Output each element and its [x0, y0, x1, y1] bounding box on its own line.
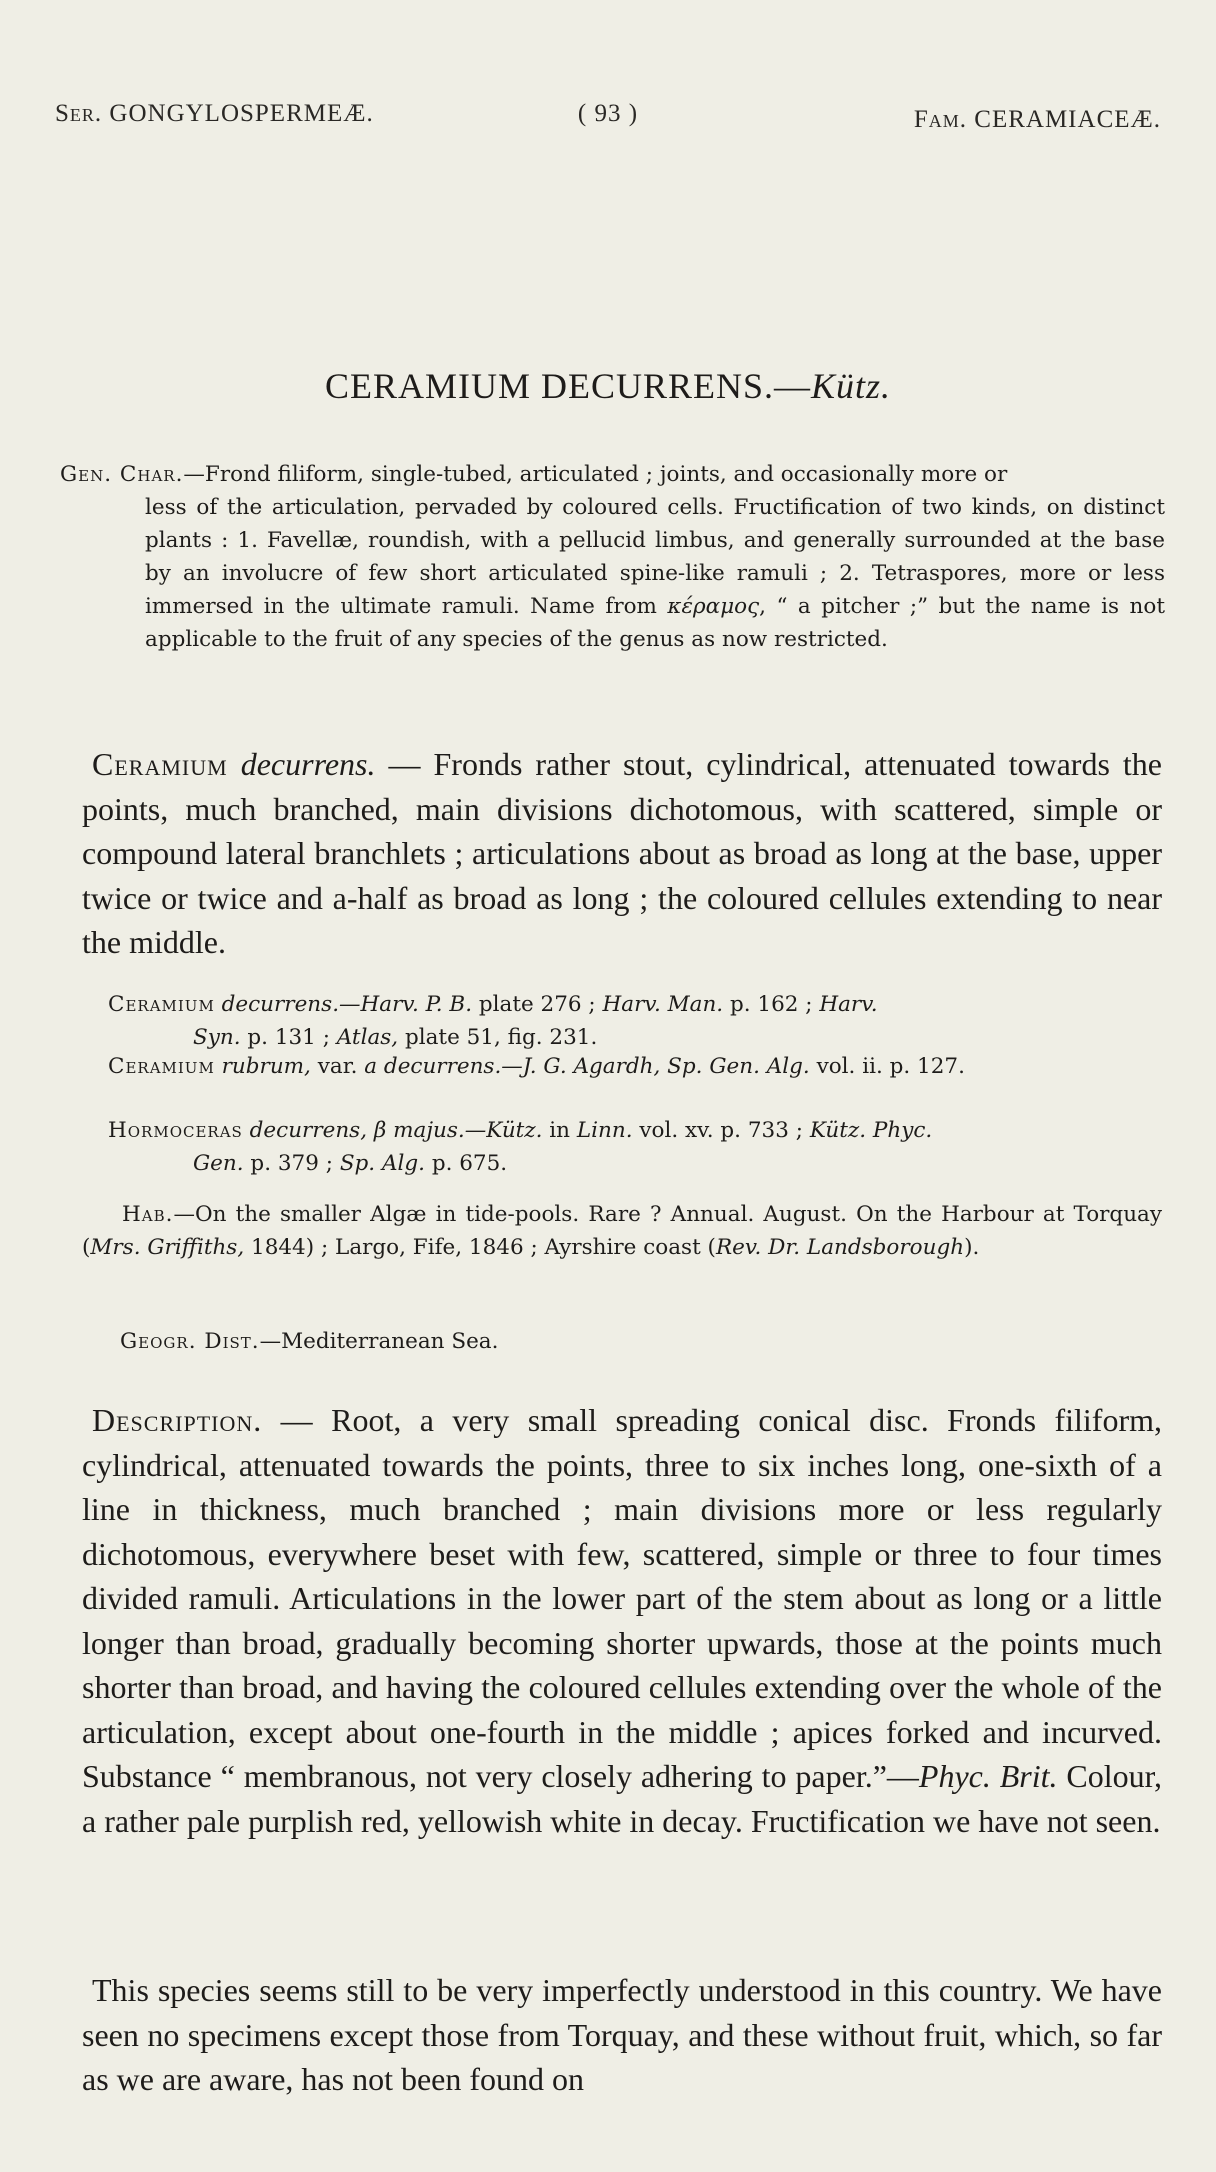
series-heading: Ser. GONGYLOSPERMEÆ. — [55, 100, 374, 127]
synonym-entry: Ceramium decurrens.—Harv. P. B. plate 276 ; Harv. Man. p. 162 ; Harv. Syn. p. 131 ; Atlas, plate 51, fig. 231. — [108, 992, 878, 1050]
synonym-citation: Sp. Alg. — [339, 1151, 425, 1176]
synonym-citation: Kütz. Phyc. — [809, 1118, 933, 1143]
synonym-citation: Syn. — [193, 1025, 241, 1050]
generic-character: Gen. Char.—Frond filiform, single-tubed, articulated ; joints, and occasionally more or less of the articulation, pervaded by coloured cells. Fructification of two kinds, on distinct plants : 1. Favellæ, roundish, with a pellucid limbus, and generally surrounded at the base by an involucre of few short articulated spine-like ramuli ; 2. Tetraspores, more or less immersed in the ultimate ramuli. Name from κέραμος, “ a pitcher ;” but the name is not applicable to the fruit of any species of the genus as now restricted. — [60, 462, 1165, 652]
generic-character-label: Gen. Char. — [60, 462, 184, 487]
synonym-citation: Harv. — [819, 992, 878, 1017]
species-description: Description. — Root, a very small spreading conical disc. Fronds filiform, cylindrical, attenuated towards the points, three to six inches long, one-sixth of a line in thickness, much branched ; main divisions more or less regularly dichotomous, everywhere beset with few, scattered, simple or three to four times divided ramuli. Articulations in the lower part of the stem about as long or a little longer than broad, gradually becoming shorter upwards, those at the points much shorter than broad, and having the coloured cellules extending over the whole of the articulation, except about one-fourth in the middle ; apices forked and incurved. Substance “ membranous, not very closely adhering to paper.”—Phyc. Brit. Colour, a rather pale purplish red, yellowish white in decay. Fructification we have not seen. — [82, 1402, 1163, 1839]
synonym-citation: var. — [310, 1054, 365, 1079]
synonym-citation: p. 131 ; — [240, 1025, 337, 1050]
family-heading: Fam. CERAMIACEÆ. — [913, 106, 1161, 133]
page-number: ( 93 ) — [577, 100, 639, 127]
synonym-citation: Atlas, — [336, 1025, 399, 1050]
running-header — [55, 100, 1161, 140]
habitat-note — [82, 1198, 1162, 1264]
synonym-citation: Gen. — [193, 1151, 244, 1176]
synonym-citation: decurrens, β majus.—Kütz. — [249, 1118, 543, 1143]
habitat-text: 1844) ; Largo, Fife, 1846 ; Ayrshire coast ( — [244, 1235, 716, 1260]
synonym-citation: Harv. Man. — [602, 992, 724, 1017]
synonym-citation: vol. ii. p. 127. — [809, 1054, 965, 1079]
synonym-citation — [215, 1054, 222, 1079]
synonym-citation: plate 51, fig. 231. — [398, 1025, 598, 1050]
synonym-citation: a decurrens.—J. G. Agardh, Sp. Gen. Alg. — [364, 1054, 810, 1079]
page-title: CERAMIUM DECURRENS.—Kütz. — [324, 366, 892, 406]
habitat-text: Mrs. Griffiths, — [90, 1235, 245, 1260]
synonym-citation: decurrens.—Harv. P. B. — [221, 992, 473, 1017]
synonym-citation: p. 162 ; — [723, 992, 820, 1017]
synonym-citation: Linn. — [576, 1118, 633, 1143]
habitat-text: ). — [964, 1235, 980, 1260]
synonym-citation: vol. xv. p. 733 ; — [632, 1118, 810, 1143]
habitat-text: Rev. Dr. Landsborough — [715, 1235, 965, 1260]
synonym-entry: Hormoceras decurrens, β majus.—Kütz. in Linn. vol. xv. p. 733 ; Kütz. Phyc. Gen. p. 379 ; Sp. Alg. p. 675. — [108, 1118, 933, 1176]
synonym-citation: p. 675. — [424, 1151, 508, 1176]
synonym-citation: p. 379 ; — [243, 1151, 340, 1176]
synonym-citation: plate 276 ; — [472, 992, 603, 1017]
synonym-citation — [215, 992, 222, 1017]
synonym-citation — [243, 1118, 250, 1143]
species-diagnosis: Ceramium decurrens. — Fronds rather stout, cylindrical, attenuated towards the points, much branched, main divisions dichotomous, with scattered, simple or compound lateral branchlets ; articulations about as broad as long at the base, upper twice or twice and a-half as broad as long ; the coloured cellules extending to near the middle. — [82, 746, 1163, 960]
habitat-text: —On the smaller Algæ in tide-pools. Rare ? Annual. August. On the Harbour at Torquay ( — [82, 1202, 1162, 1260]
habitat-label: Hab. — [122, 1202, 174, 1227]
synonym-entry: Ceramium rubrum, var. a decurrens.—J. G. Agardh, Sp. Gen. Alg. vol. ii. p. 127. — [108, 1054, 965, 1079]
synonym-citation: rubrum, — [221, 1054, 311, 1079]
closing-paragraph: This species seems still to be very imperfectly understood in this country. We have seen no specimens except those from Torquay, and these without fruit, which, so far as we are aware, has not been found on — [82, 1972, 1162, 2097]
synonym-citation: in — [542, 1118, 577, 1143]
geographical-distribution: Geogr. Dist.—Mediterranean Sea. — [120, 1329, 499, 1354]
